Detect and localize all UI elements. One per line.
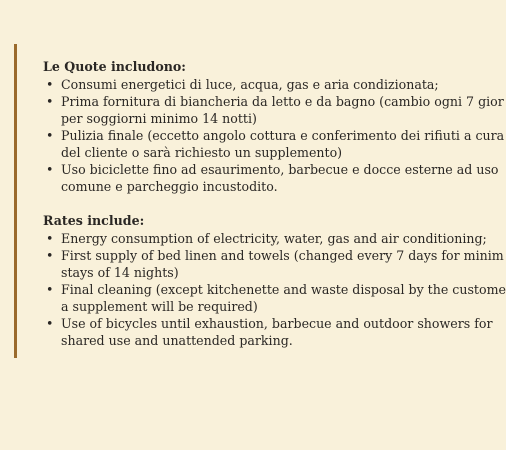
list-item: • Pulizia finale (eccetto angolo cottura e conferimento dei rifiuti a cura del cliente o sarà richiesto un supplemento) — [46, 128, 505, 160]
english-section-title: Rates include: — [43, 213, 145, 228]
bullet-icon: • — [46, 248, 54, 263]
english-section — [43, 212, 506, 349]
accent-bar — [14, 44, 17, 358]
italian-section-title: Le Quote includono: — [43, 59, 186, 74]
italian-list — [43, 76, 505, 195]
bullet-icon: • — [46, 231, 54, 246]
rates-content — [43, 58, 506, 349]
list-item: • Prima fornitura di biancheria da letto e da bagno (cambio ogni 7 gior per soggiorni minimo 14 notti) — [46, 94, 504, 126]
list-item: • First supply of bed linen and towels (changed every 7 days for minim stays of 14 nights) — [46, 248, 504, 280]
bullet-icon: • — [46, 316, 54, 331]
list-item: • Uso biciclette fino ad esaurimento, barbecue e docce esterne ad uso comune e parcheggio incustodito. — [46, 162, 499, 194]
bullet-icon: • — [46, 77, 54, 92]
bullet-icon: • — [46, 162, 54, 177]
list-item: • Use of bicycles until exhaustion, barbecue and outdoor showers for shared use and unattended parking. — [46, 316, 493, 348]
bullet-icon: • — [46, 282, 54, 297]
italian-section — [43, 58, 505, 195]
list-item: • Final cleaning (except kitchenette and waste disposal by the custome a supplement will be required) — [46, 282, 506, 314]
list-item: • Consumi energetici di luce, acqua, gas e aria condizionata; — [46, 77, 439, 92]
bullet-icon: • — [46, 128, 54, 143]
bullet-icon: • — [46, 94, 54, 109]
english-list — [43, 230, 506, 349]
list-item: • Energy consumption of electricity, water, gas and air conditioning; — [46, 231, 487, 246]
